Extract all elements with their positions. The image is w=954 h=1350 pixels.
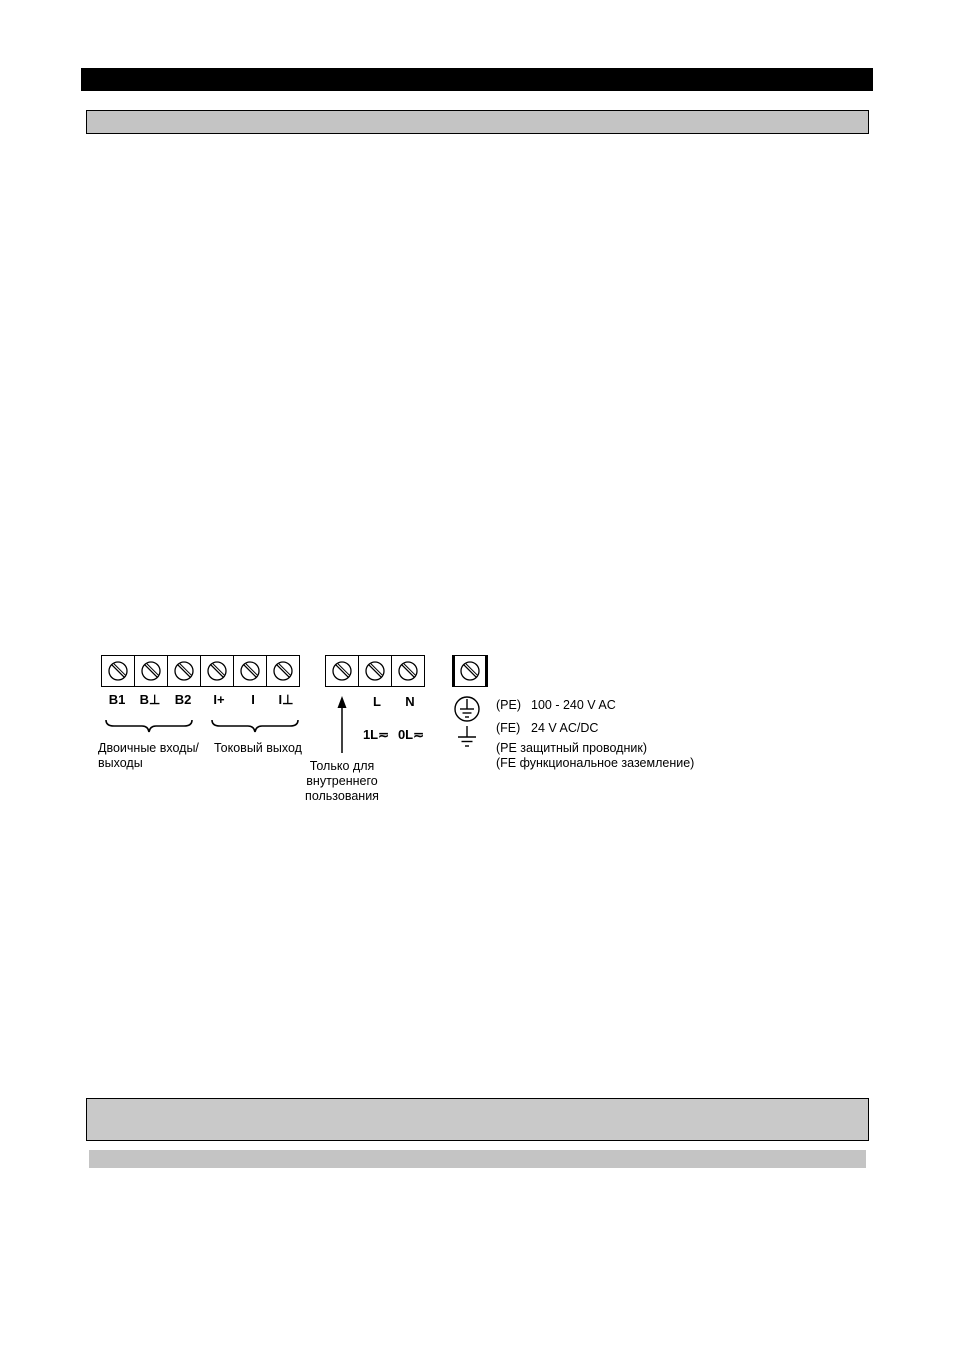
screw-icon [460, 661, 480, 681]
terminal-b-ground [135, 655, 168, 687]
fe-voltage: 24 V AC/DC [531, 721, 599, 735]
fe-note: (FE функциональное заземление) [496, 756, 695, 770]
terminal-b2 [168, 655, 201, 687]
terminal-ground [452, 655, 488, 687]
terminal-label: I+ [213, 692, 225, 707]
binary-io-caption: Двоичные входы/ выходы [98, 741, 199, 770]
curly-brace-icon [104, 718, 194, 734]
functional-earth-icon [455, 725, 479, 749]
terminal-label: I [251, 692, 255, 707]
pe-code: (PE) [496, 698, 521, 712]
screw-icon [332, 661, 352, 681]
screw-icon [365, 661, 385, 681]
screw-icon [240, 661, 260, 681]
screw-icon [273, 661, 293, 681]
subsection-bar [89, 1150, 866, 1168]
terminal-label: B⊥ [139, 692, 161, 707]
terminal-block-io [101, 655, 300, 687]
section-title-bar [86, 110, 869, 134]
terminal-label: B1 [108, 692, 126, 707]
terminal-i [234, 655, 267, 687]
current-output-caption: Токовый выход [214, 741, 302, 755]
pe-note: (PE защитный проводник) [496, 741, 647, 755]
terminal-label: I⊥ [278, 692, 294, 707]
terminal-i-plus [201, 655, 234, 687]
screw-icon [174, 661, 194, 681]
protective-earth-icon [453, 696, 481, 724]
screw-icon [108, 661, 128, 681]
terminal-block-power [325, 655, 425, 687]
curly-brace-icon [210, 718, 300, 734]
screw-icon [141, 661, 161, 681]
internal-use-caption: Только для внутреннего пользования [305, 759, 379, 803]
terminal-l [359, 655, 392, 687]
pe-voltage: 100 - 240 V AC [531, 698, 616, 712]
terminal-sub-label: 1L≂ [362, 727, 390, 742]
terminal-internal [325, 655, 359, 687]
fe-code: (FE) [496, 721, 521, 735]
terminal-b1 [101, 655, 135, 687]
terminal-label: L [373, 694, 381, 709]
terminal-i-ground [267, 655, 300, 687]
top-header-bar [81, 68, 873, 91]
terminal-n [392, 655, 425, 687]
screw-icon [398, 661, 418, 681]
note-box [86, 1098, 869, 1141]
terminal-sub-label: 0L≂ [397, 727, 425, 742]
arrow-up-icon [334, 695, 350, 755]
terminal-label: B2 [174, 692, 192, 707]
screw-icon [207, 661, 227, 681]
terminal-label: N [405, 694, 415, 709]
